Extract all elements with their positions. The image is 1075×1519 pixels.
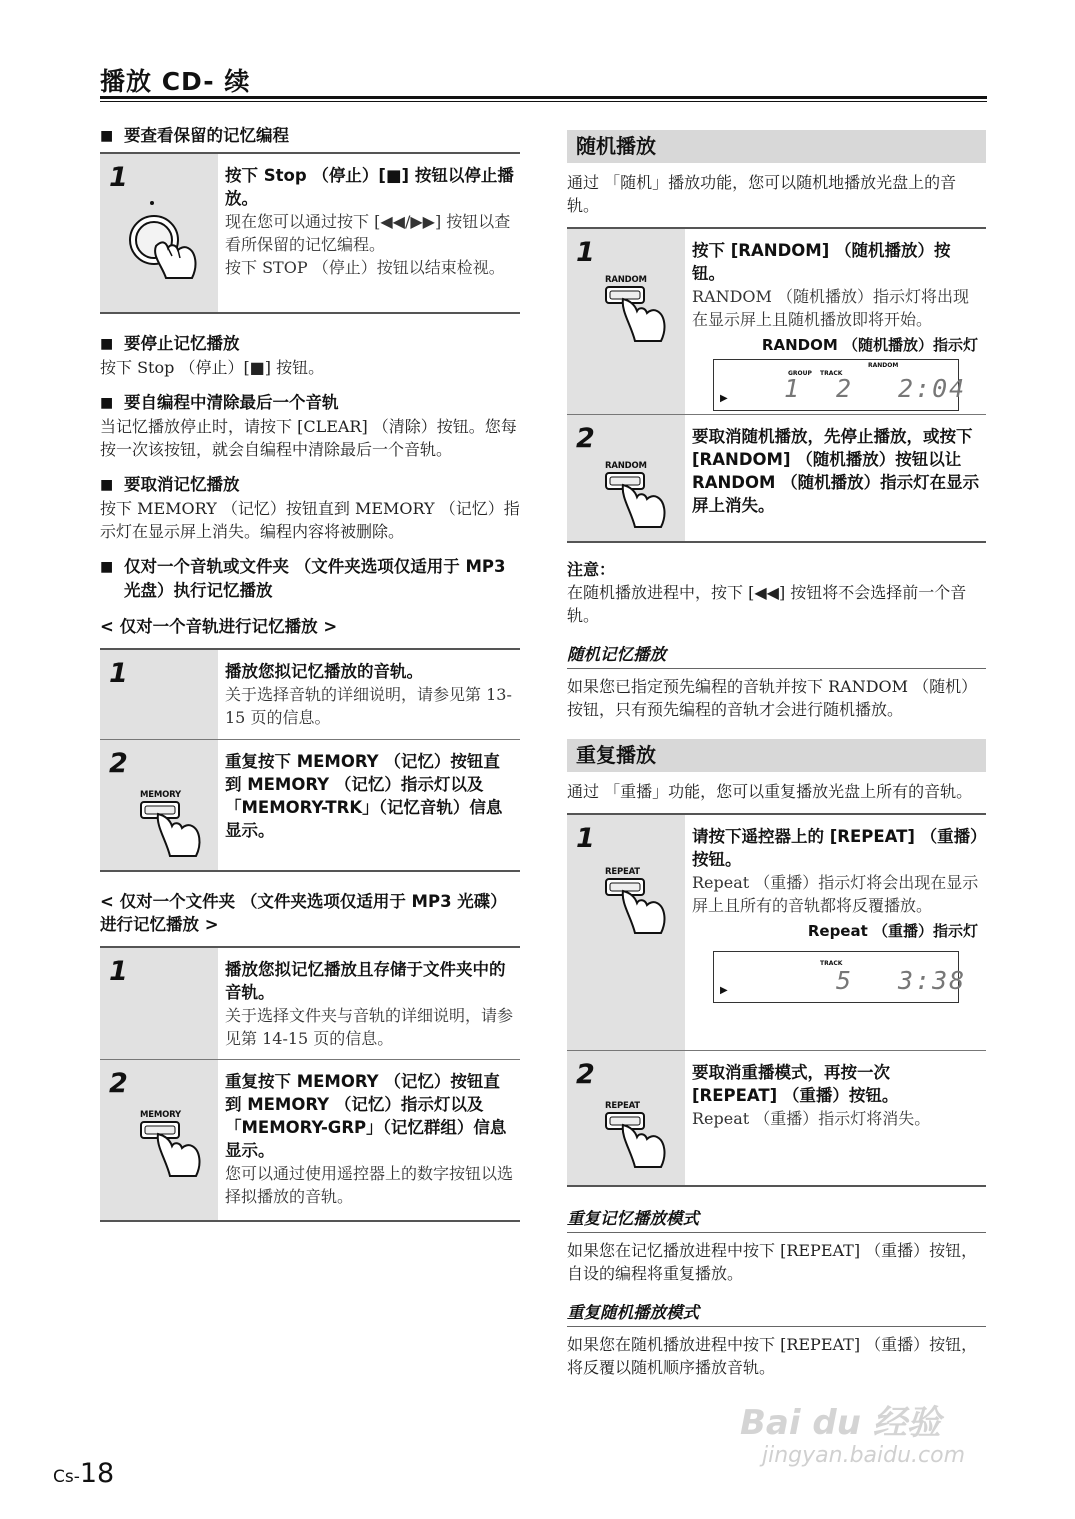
random-intro: 通过 「随机」播放功能，您可以随机地播放光盘上的音轨。 [567, 173, 957, 215]
step-row: 1 播放您拟记忆播放的音轨。 关于选择音轨的详细说明，请参见第 13-15 页的信息。 [100, 650, 520, 740]
step-row: 2 REPEAT 要取消重播模式，再按一次 [REPEAT] （重播）按钮。 Repeat （重播）指示灯将消失。 [567, 1051, 986, 1185]
stop-button-press-icon [122, 196, 212, 296]
stop-memory-text: 按下 Stop （停止）[■] 按钮。 [100, 358, 325, 377]
memory-button-label: MEMORY [140, 790, 181, 800]
page-title: 播放 CD- 续 [100, 67, 251, 96]
folder-memory-steps [100, 946, 520, 1222]
square-bullet-icon: ■ [100, 395, 114, 411]
repeat-button-press-icon [605, 877, 675, 939]
step-number: 1 [109, 658, 128, 689]
step-number: 2 [109, 1068, 128, 1099]
clear-last-heading: ■ 要自编程中清除最后一个音轨 [100, 391, 520, 415]
step-text: 按下 Stop （停止）[■] 按钮以停止播放。 现在您可以通过按下 [◀◀/▶▶] 按钮以查看所保留的记忆编程。 按下 STOP （停止）按钮以结束检视。 [225, 166, 514, 277]
clear-last-text: 当记忆播放停止时，请按下 [CLEAR] （清除）按钮。您每按一次该按钮，就会自编程中清除最后一个音轨。 [100, 417, 517, 459]
repeat-random-text: 如果您在随机播放进程中按下 [REPEAT] （重播）按钮，将反覆以随机顺序播放音轨。 [567, 1335, 978, 1377]
step-row [100, 154, 520, 312]
square-bullet-icon: ■ [100, 477, 114, 493]
repeat-intro: 通过 「重播」功能，您可以重复播放光盘上所有的音轨。 [567, 782, 973, 801]
step-number: 2 [576, 1059, 595, 1090]
page-number: Cs-18 [53, 1458, 115, 1489]
random-steps [567, 227, 986, 543]
note-heading: 注意： [567, 560, 616, 579]
play-arrow-icon: ▶ [720, 985, 728, 996]
repeat-random-heading: 重复随机播放模式 [567, 1299, 986, 1327]
play-arrow-icon: ▶ [720, 393, 728, 404]
step-number: 2 [576, 423, 595, 454]
folder-memory-subheading: < 仅对一个文件夹 （文件夹选项仅适用于 MP3 光碟）进行记忆播放 > [100, 892, 507, 934]
random-button-press-icon [605, 285, 675, 347]
step-number: 2 [109, 748, 128, 779]
stop-memory-heading: ■ 要停止记忆播放 [100, 332, 520, 356]
random-memory-text: 如果您已指定预先编程的音轨并按下 RANDOM （随机）按钮，只有预先编程的音轨才会进行随机播放。 [567, 677, 978, 719]
track-memory-steps [100, 648, 520, 872]
random-section-heading: 随机播放 [567, 130, 986, 163]
repeat-button-label: REPEAT [605, 1101, 640, 1111]
step-number: 1 [109, 956, 128, 987]
random-button-label: RANDOM [605, 461, 647, 471]
title-rule-thin [100, 101, 987, 102]
repeat-button-label: REPEAT [605, 867, 640, 877]
random-button-label: RANDOM [605, 275, 647, 285]
step-number: 1 [576, 823, 595, 854]
view-memory-heading: ■ 要查看保留的记忆编程 [100, 124, 520, 148]
square-bullet-icon: ■ [100, 336, 114, 352]
memory-button-press-icon [140, 1120, 210, 1182]
step-number: 1 [576, 237, 595, 268]
random-display: GROUP TRACK RANDOM ▶ 1 2 2:04 [713, 359, 959, 411]
square-bullet-icon: ■ [100, 559, 114, 575]
note-text: 在随机播放进程中，按下 [◀◀] 按钮将不会选择前一个音轨。 [567, 583, 967, 625]
step-number: 1 [109, 162, 128, 193]
left-column [100, 124, 520, 1222]
repeat-memory-text: 如果您在记忆播放进程中按下 [REPEAT] （重播）按钮，自设的编程将重复播放。 [567, 1241, 978, 1283]
step-row: 2 RANDOM 要取消随机播放，先停止播放，或按下 [RANDOM] （随机播放）按钮以让 RANDOM （随机播放）指示灯在显示屏上消失。 [567, 415, 986, 541]
memory-button-press-icon [140, 800, 210, 862]
cancel-memory-heading: ■ 要取消记忆播放 [100, 473, 520, 497]
square-bullet-icon: ■ [100, 128, 114, 144]
view-memory-steps [100, 152, 520, 314]
cancel-memory-text: 按下 MEMORY （记忆）按钮直到 MEMORY （记忆）指示灯在显示屏上消失。编程内容将被删除。 [100, 499, 520, 541]
repeat-memory-heading: 重复记忆播放模式 [567, 1205, 986, 1233]
repeat-indicator-caption: Repeat （重播）指示灯 [807, 922, 978, 940]
step-row: 1 RANDOM 按下 [RANDOM] （随机播放）按钮。 RANDOM （随机播放）指示灯将出现在显示屏上且随机播放即将开始。 RANDOM （随机播放）指示灯 GROUP TRACK RANDOM ▶ 1 2 2:04 [567, 229, 986, 415]
step-illustration [100, 154, 218, 312]
random-button-press-icon [605, 471, 675, 533]
step-row: 1 播放您拟记忆播放且存储于文件夹中的音轨。 关于选择文件夹与音轨的详细说明，请参见第 14-15 页的信息。 [100, 948, 520, 1060]
step-row: 2 MEMORY 重复按下 MEMORY （记忆）按钮直到 MEMORY （记忆）指示灯以及「MEMORY-TRK」（记忆音轨）信息显示。 [100, 740, 520, 870]
baidu-watermark-url: jingyan.baidu.com [762, 1443, 966, 1468]
track-memory-subheading: < 仅对一个音轨进行记忆播放 > [100, 617, 338, 636]
repeat-section-heading: 重复播放 [567, 739, 986, 772]
repeat-steps [567, 813, 986, 1187]
step-row: 1 REPEAT 请按下遥控器上的 [REPEAT] （重播）按钮。 Repeat （重播）指示灯将会出现在显示屏上且所有的音轨都将反覆播放。 Repeat （重播）指示灯 TRACK ▶ 5 3:38 [567, 815, 986, 1051]
step-row: 2 MEMORY 重复按下 MEMORY （记忆）按钮直到 MEMORY （记忆）指示灯以及「MEMORY-GRP」（记忆群组）信息显示。 您可以通过使用遥控器上的数字按钮以选择拟播放的音轨。 [100, 1060, 520, 1220]
random-memory-heading: 随机记忆播放 [567, 641, 986, 669]
title-rule [100, 96, 987, 99]
memory-button-label: MEMORY [140, 1110, 181, 1120]
right-column [567, 130, 986, 1379]
random-indicator-caption: RANDOM （随机播放）指示灯 [761, 336, 978, 354]
repeat-display: TRACK ▶ 5 3:38 [713, 951, 959, 1003]
repeat-button-press-icon [605, 1111, 675, 1173]
baidu-watermark: Bai du 经验 [740, 1403, 941, 1443]
single-memory-heading: ■ 仅对一个音轨或文件夹 （文件夹选项仅适用于 MP3 光盘）执行记忆播放 [100, 555, 520, 603]
